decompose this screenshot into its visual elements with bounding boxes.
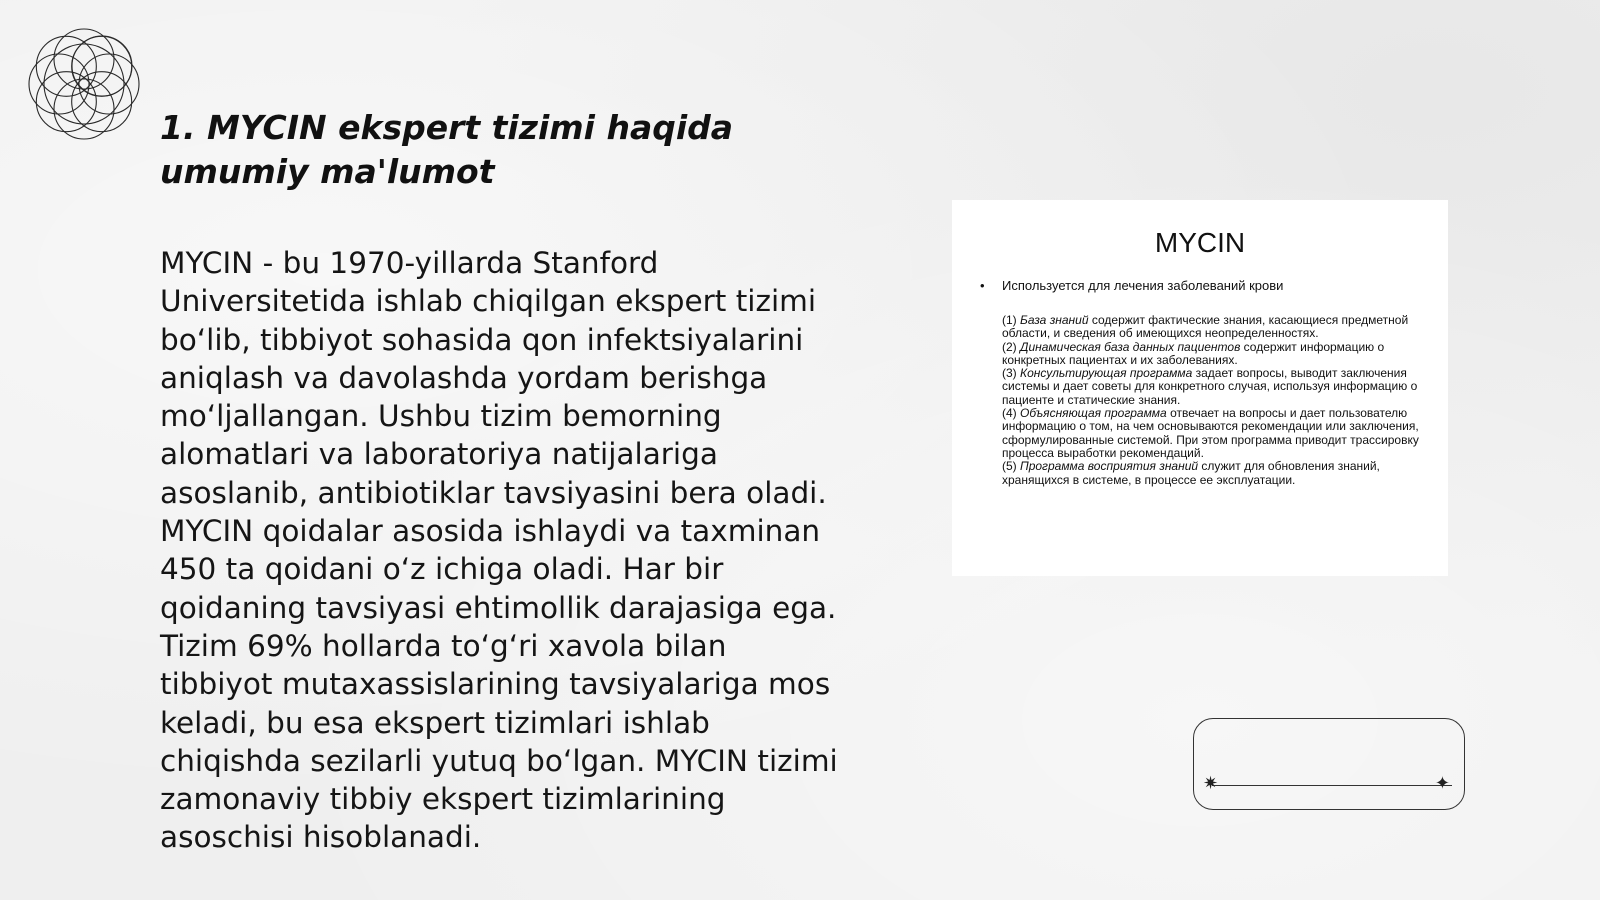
card-item-text: служит для обновления знаний, хранящихся в системе, в процессе ее эксплуатации. (1002, 459, 1380, 487)
cross-star-icon: ✦ (1434, 773, 1450, 794)
card-item (980, 314, 1420, 341)
card-item-term: База знаний (1020, 313, 1089, 327)
card-bullet (980, 278, 1420, 294)
bullet-dot-icon: • (980, 278, 985, 293)
mycin-image-card (952, 200, 1448, 576)
spirograph-rings-icon (10, 10, 158, 158)
card-item-number: (2) (1002, 339, 1017, 354)
card-item-number: (4) (1002, 406, 1017, 421)
card-bullet-text: Используется для лечения заболеваний крови (1002, 278, 1284, 293)
card-item-term: Консультирующая программа (1020, 366, 1193, 381)
card-item-text: отвечает на вопросы и дает пользователю информацию о том, на чем основываются рекомендации или заключения, сформулированные системой. При этом программа приводит трассировку процесса выработки рекомендаций. (1002, 406, 1419, 460)
card-item-term: Динамическая база данных пациентов (1020, 339, 1241, 354)
card-item (980, 341, 1420, 368)
card-item (980, 367, 1420, 407)
slide-body-text: MYCIN - bu 1970-yillarda Stanford Universitetida ishlab chiqilgan ekspert tizimi bo‘lib, tibbiyot sohasida qon infektsiyalarini aniqlash va davolashda yordam berishga mo‘ljallangan. Ushbu tizim bemorning alomatlari va laboratoriya natijalariga asoslanib, antibiotiklar tavsiyasini bera oladi. MYCIN qoidalar asosida ishlaydi va taxminan 450 ta qoidani o‘z ichiga oladi. Har bir qoidaning tavsiyasi ehtimollik darajasiga ega. Tizim 69% hollarda to‘g‘ri xavola bilan tibbiyot mutaxassislarining tavsiyalariga mos keladi, bu esa ekspert tizimlari ishlab chiqishda sezilarli yutuq bo‘lgan. MYCIN tizimi zamonaviy tibbiy ekspert tizimlarining asoschisi hisoblanadi. (160, 246, 838, 855)
card-item (980, 407, 1420, 460)
card-item-number: (1) (1002, 313, 1017, 327)
slide-title: 1. MYCIN ekspert tizimi haqida umumiy ma'lumot (160, 108, 734, 191)
card-item-term: Объясняющая программа (1020, 406, 1167, 421)
pill-divider-line (1212, 785, 1452, 786)
card-item-text: содержит фактические знания, касающиеся предметной области, и сведения об имеющихся неопределенностях. (1002, 313, 1409, 341)
card-item-number: (5) (1002, 459, 1017, 474)
sparkle-icon: ✷ (1203, 773, 1219, 794)
card-item-text: содержит информацию о конкретных пациентах и их заболеваниях. (1002, 339, 1385, 367)
card-title: MYCIN (1154, 227, 1246, 258)
card-item (980, 460, 1420, 487)
card-item-list (980, 314, 1420, 487)
card-item-term: Программа восприятия знаний (1020, 459, 1199, 474)
card-item-number: (3) (1002, 366, 1017, 381)
card-item-text: задает вопросы, выводит заключения системы и дает советы для конкретного случая, используя информацию о пациенте и статические знания. (1002, 366, 1418, 407)
decorative-pill-frame (1193, 718, 1465, 810)
